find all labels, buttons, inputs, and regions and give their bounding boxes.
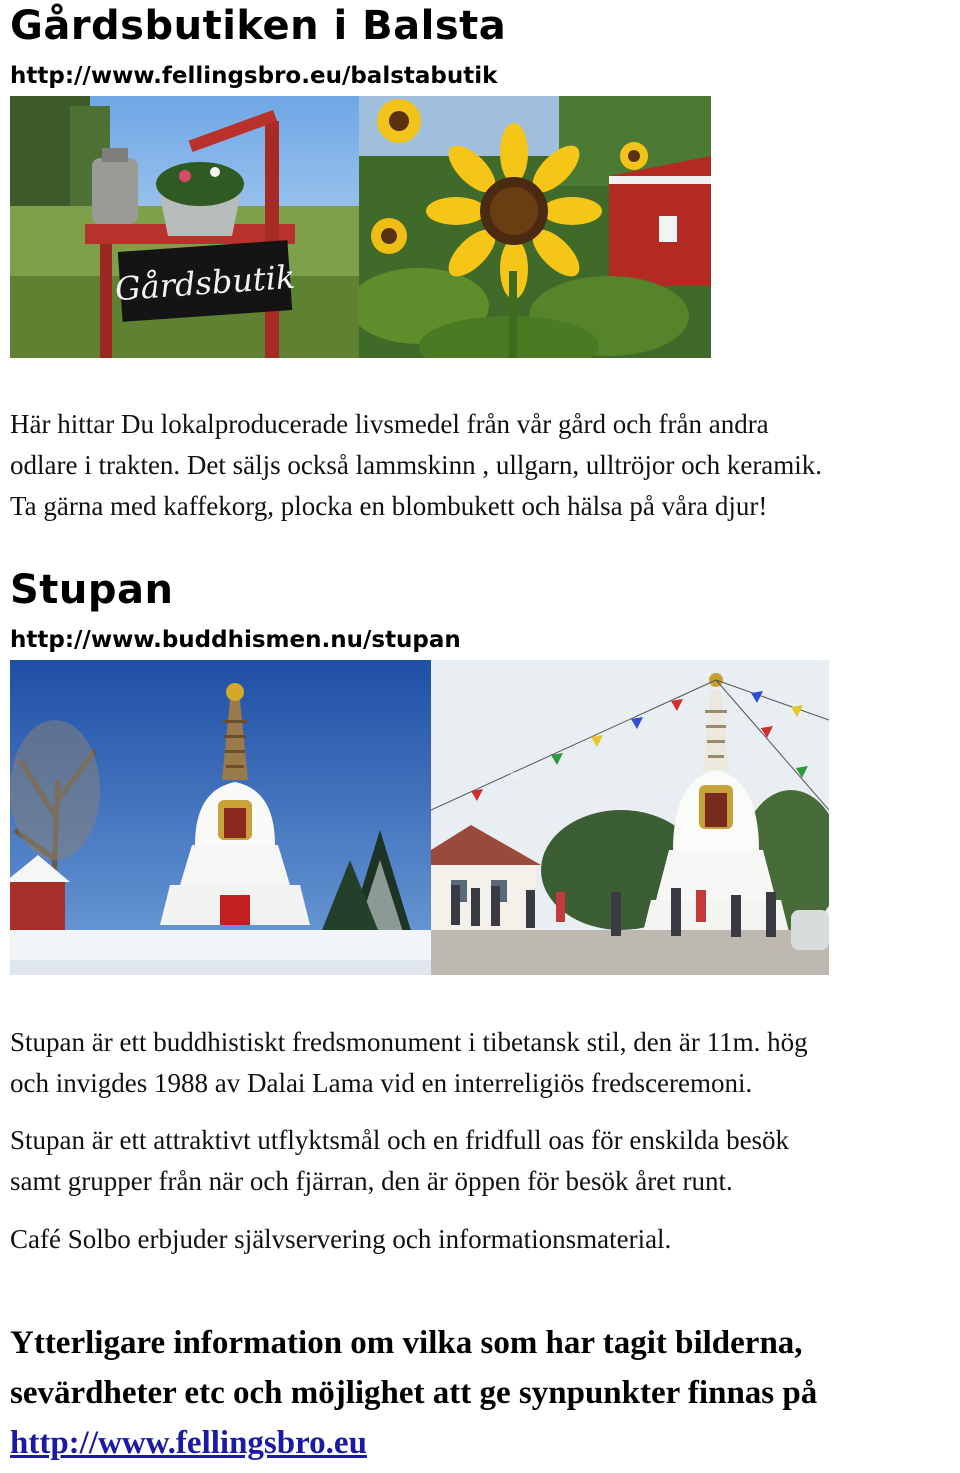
footer-line-1: Ytterligare information om vilka som har tagit bilderna, — [10, 1325, 803, 1361]
cafe-info: Café Solbo erbjuder självservering och informationsmaterial. — [10, 1224, 672, 1254]
stupa-description — [10, 1022, 955, 1104]
stupa-description-line-1: Stupan är ett buddhistiskt fredsmonument i tibetansk stil, den är 11m. hög — [10, 1027, 808, 1057]
farm-shop-description-line-2: odlare i trakten. Det säljs också lammskinn , ullgarn, ulltröjor och keramik. — [10, 450, 823, 480]
farm-shop-sign-text: Gårdsbutik — [113, 257, 297, 309]
footer-line-2: sevärdheter etc och möjlighet att ge synpunkter finnas på — [10, 1375, 818, 1411]
sunflower-photo — [359, 96, 711, 358]
farm-shop-sign-photo — [10, 96, 359, 358]
footer-info — [10, 1318, 955, 1468]
farm-shop-title: Gårdsbutiken i Balsta — [10, 3, 507, 49]
stupa-visit-info-line-2: samt grupper från när och fjärran, den är öppen för besök året runt. — [10, 1166, 733, 1196]
footer-link[interactable]: http://www.fellingsbro.eu — [10, 1425, 367, 1461]
stupa-url[interactable]: http://www.buddhismen.nu/stupan — [10, 627, 461, 653]
farm-shop-description-line-1: Här hittar Du lokalproducerade livsmedel från vår gård och från andra — [10, 409, 769, 439]
stupa-visit-info-line-1: Stupan är ett attraktivt utflyktsmål och en fridfull oas för enskilda besök — [10, 1125, 790, 1155]
stupa-description-line-2: och invigdes 1988 av Dalai Lama vid en interreligiös fredsceremoni. — [10, 1068, 753, 1098]
stupa-visit-info — [10, 1120, 955, 1202]
stupa-ceremony-photo — [431, 660, 829, 975]
farm-shop-url[interactable]: http://www.fellingsbro.eu/balstabutik — [10, 63, 498, 89]
farm-shop-description-line-3: Ta gärna med kaffekorg, plocka en blombukett och hälsa på våra djur! — [10, 491, 768, 521]
farm-shop-description — [10, 404, 955, 527]
stupa-title: Stupan — [10, 567, 174, 613]
stupa-winter-photo — [10, 660, 431, 975]
